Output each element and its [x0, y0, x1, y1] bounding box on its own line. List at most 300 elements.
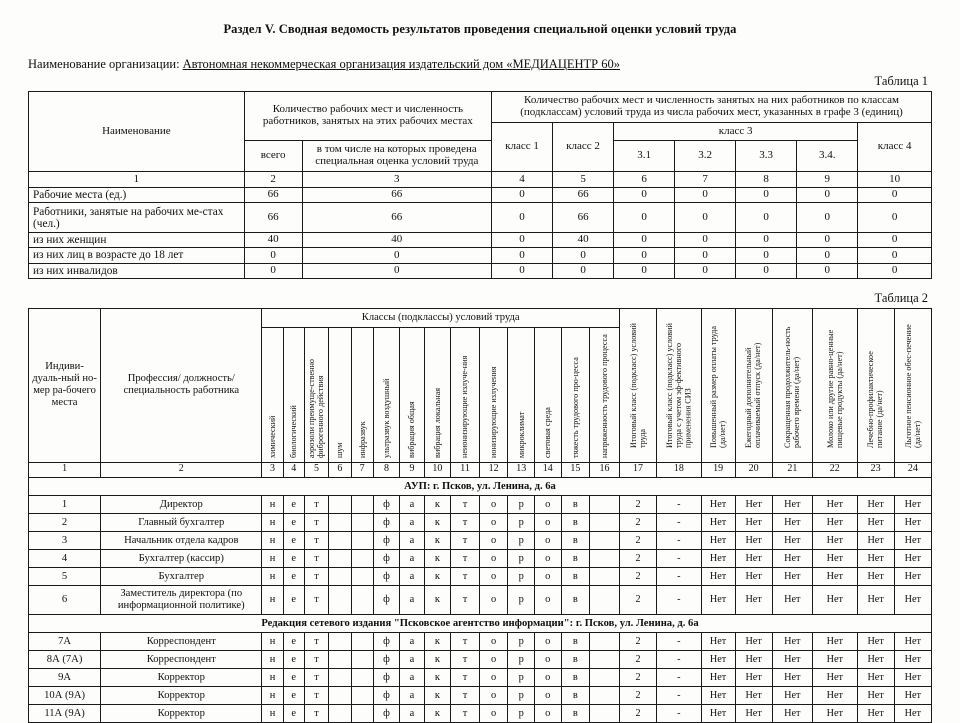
t2-result-cell: Нет: [813, 513, 858, 531]
t2-result-cell: -: [657, 567, 702, 585]
t2-result-cell: Нет: [813, 686, 858, 704]
t1-cell: 0: [614, 248, 675, 263]
t2-header-reduced-hours: Сокращенная продолжитель-ность рабочего времени (да/нет): [772, 308, 812, 462]
t1-row-label: из них лиц в возрасте до 18 лет: [29, 248, 245, 263]
t2-header-factor-nonionizing: неионизирующие излуче-ния: [451, 327, 480, 462]
t2-factor-cell: о: [479, 650, 508, 668]
t2-result-cell: 2: [619, 549, 656, 567]
t1-cell: 0: [858, 263, 932, 278]
t2-factor-cell: а: [400, 632, 424, 650]
t2-factor-cell: в: [561, 513, 590, 531]
t2-factor-cell: е: [283, 686, 304, 704]
t2-result-cell: Нет: [813, 531, 858, 549]
t2-factor-cell-empty: [351, 495, 373, 513]
t2-result-cell: 2: [619, 686, 656, 704]
t1-cell: 0: [244, 263, 302, 278]
t2-header-milk: Молоко или другие равно-ценные пищевые продукты (да/нет): [813, 308, 858, 462]
t2-result-cell: Нет: [735, 650, 772, 668]
t2-result-cell: 2: [619, 495, 656, 513]
t2-result-cell: Нет: [701, 495, 735, 513]
t2-factor-cell: а: [400, 704, 424, 722]
t2-profession: Главный бухгалтер: [101, 513, 262, 531]
t2-factor-cell: ф: [373, 585, 400, 614]
t2-result-cell: Нет: [813, 549, 858, 567]
t2-profession: Корреспондент: [101, 650, 262, 668]
t2-result-cell: Нет: [857, 704, 894, 722]
t1-cell: 0: [553, 263, 614, 278]
t2-result-cell: -: [657, 650, 702, 668]
t2-section-header: [29, 614, 932, 632]
t1-cell: 0: [736, 203, 797, 233]
t1-cell: 0: [736, 233, 797, 248]
t1-cell: 0: [614, 233, 675, 248]
workplace-table-2: [28, 308, 932, 723]
t2-result-cell: 2: [619, 704, 656, 722]
t2-section-title: АУП: г. Псков, ул. Ленина, д. 6а: [29, 477, 932, 495]
t2-header-factor-chemical: химический: [262, 327, 283, 462]
t1-cell: 66: [302, 188, 491, 203]
t2-workplace-number: 9А: [29, 668, 101, 686]
t2-result-cell: Нет: [813, 567, 858, 585]
t2-header-factor-infrasound: инфразвук: [351, 327, 373, 462]
t2-result-cell: Нет: [894, 531, 931, 549]
t2-factor-cell: т: [451, 567, 480, 585]
t2-profession: Бухгалтер (кассир): [101, 549, 262, 567]
t1-cell: 0: [736, 188, 797, 203]
t2-header-factor-biological: биологический: [283, 327, 304, 462]
t1-cell: 66: [553, 203, 614, 233]
t2-factor-cell: е: [283, 513, 304, 531]
t1-cell: 0: [302, 248, 491, 263]
t2-header-factor-ultrasound: ультразвук воздушный: [373, 327, 400, 462]
table-row: [29, 567, 932, 585]
t1-cell: 66: [302, 203, 491, 233]
t2-factor-cell: о: [534, 495, 561, 513]
t2-result-cell: -: [657, 585, 702, 614]
t2-factor-cell: а: [400, 531, 424, 549]
t2-factor-cell: ф: [373, 567, 400, 585]
t2-factor-cell: т: [304, 531, 328, 549]
t1-cell: 0: [797, 233, 858, 248]
t2-factor-cell: ф: [373, 531, 400, 549]
t1-header-class34: 3.4.: [797, 141, 858, 172]
t1-cell: 0: [675, 233, 736, 248]
t2-factor-cell: т: [451, 632, 480, 650]
t2-colnum: 3: [262, 462, 283, 477]
t2-factor-cell-empty: [351, 686, 373, 704]
t2-factor-cell: н: [262, 650, 283, 668]
t2-workplace-number: 1: [29, 495, 101, 513]
t2-factor-cell-empty: [590, 668, 620, 686]
t2-factor-cell: т: [304, 567, 328, 585]
t2-result-cell: Нет: [735, 632, 772, 650]
table-row: [29, 203, 932, 233]
t2-section-header: [29, 477, 932, 495]
t1-colnum: 4: [492, 172, 553, 188]
t2-factor-cell: о: [479, 686, 508, 704]
t2-factor-cell: т: [304, 549, 328, 567]
t1-colnum: 2: [244, 172, 302, 188]
table-row: [29, 686, 932, 704]
t1-cell: 0: [858, 203, 932, 233]
t2-factor-cell: н: [262, 513, 283, 531]
t2-result-cell: Нет: [894, 585, 931, 614]
t2-result-cell: Нет: [701, 549, 735, 567]
t1-row-label: Работники, занятые на рабочих ме-стах (чел.): [29, 203, 245, 233]
t2-result-cell: Нет: [813, 495, 858, 513]
t2-colnum: 23: [857, 462, 894, 477]
t2-result-cell: Нет: [772, 650, 812, 668]
t2-profession: Начальник отдела кадров: [101, 531, 262, 549]
t2-header-factor-light: световая среда: [534, 327, 561, 462]
t2-colnum: 21: [772, 462, 812, 477]
t2-result-cell: 2: [619, 632, 656, 650]
t1-cell: 0: [858, 233, 932, 248]
t1-cell: 0: [858, 248, 932, 263]
t2-colnum: 13: [508, 462, 535, 477]
t2-result-cell: Нет: [894, 513, 931, 531]
t2-factor-cell: т: [451, 513, 480, 531]
t1-header-assessed: в том числе на которых проведена специальная оценка условий труда: [302, 141, 491, 172]
t2-result-cell: 2: [619, 650, 656, 668]
t2-result-cell: Нет: [857, 549, 894, 567]
t2-factor-cell-empty: [590, 549, 620, 567]
t2-colnum: 22: [813, 462, 858, 477]
t2-factor-cell: о: [534, 585, 561, 614]
t2-factor-cell: о: [479, 668, 508, 686]
t2-result-cell: Нет: [701, 704, 735, 722]
t2-factor-cell: н: [262, 549, 283, 567]
t2-factor-cell-empty: [590, 632, 620, 650]
t2-factor-cell: ф: [373, 495, 400, 513]
t2-factor-cell: р: [508, 686, 535, 704]
t2-factor-cell: т: [304, 668, 328, 686]
t1-cell: 0: [302, 263, 491, 278]
t1-header-count-group: Количество рабочих мест и численность работников, занятых на этих рабочих местах: [244, 92, 491, 141]
t2-profession: Бухгалтер: [101, 567, 262, 585]
t2-header-factor-severity: тяжесть трудового про-цесса: [561, 327, 590, 462]
t2-factor-cell: р: [508, 668, 535, 686]
t2-factor-cell-empty: [351, 585, 373, 614]
t1-cell: 40: [553, 233, 614, 248]
table-row: [29, 650, 932, 668]
t2-result-cell: -: [657, 704, 702, 722]
t2-factor-cell: н: [262, 495, 283, 513]
table2-caption: Таблица 2: [874, 290, 928, 305]
t2-result-cell: Нет: [735, 686, 772, 704]
t1-cell: 66: [553, 188, 614, 203]
t1-cell: 0: [675, 248, 736, 263]
t1-cell: 0: [797, 248, 858, 263]
t1-header-class32: 3.2: [675, 141, 736, 172]
t1-colnum: 9: [797, 172, 858, 188]
t2-result-cell: Нет: [813, 632, 858, 650]
t1-cell: 0: [675, 188, 736, 203]
t2-factor-cell-empty: [329, 704, 351, 722]
table-row: [29, 585, 932, 614]
t2-factor-cell: а: [400, 668, 424, 686]
t2-factor-cell: к: [424, 632, 451, 650]
t1-cell: 0: [492, 248, 553, 263]
table-row: [29, 632, 932, 650]
t2-factor-cell: к: [424, 549, 451, 567]
t2-factor-cell-empty: [329, 632, 351, 650]
t2-factor-cell: т: [451, 585, 480, 614]
t2-factor-cell: н: [262, 632, 283, 650]
t2-colnum: 8: [373, 462, 400, 477]
t2-colnum: 9: [400, 462, 424, 477]
t2-factor-cell: ф: [373, 704, 400, 722]
t2-factor-cell: р: [508, 585, 535, 614]
t2-factor-cell: ф: [373, 549, 400, 567]
t2-factor-cell: ф: [373, 632, 400, 650]
t2-factor-cell: а: [400, 567, 424, 585]
t2-factor-cell: е: [283, 632, 304, 650]
t2-header-therapeutic-food: Лечебно-профилактическое питание (да/нет): [857, 308, 894, 462]
t2-colnum: 4: [283, 462, 304, 477]
t2-factor-cell: о: [479, 495, 508, 513]
t2-factor-cell: к: [424, 668, 451, 686]
t2-factor-cell-empty: [351, 549, 373, 567]
t2-result-cell: Нет: [772, 686, 812, 704]
t2-result-cell: 2: [619, 531, 656, 549]
t1-cell: 0: [736, 263, 797, 278]
t2-factor-cell-empty: [329, 549, 351, 567]
t2-factor-cell: о: [534, 513, 561, 531]
t2-workplace-number: 7А: [29, 632, 101, 650]
t2-factor-cell: е: [283, 567, 304, 585]
t2-profession: Заместитель директора (по информационной политике): [101, 585, 262, 614]
t2-factor-cell: ф: [373, 650, 400, 668]
t2-factor-cell-empty: [351, 650, 373, 668]
t2-factor-cell: о: [479, 549, 508, 567]
t1-cell: 0: [492, 233, 553, 248]
t2-factor-cell: т: [451, 668, 480, 686]
t2-factor-cell: в: [561, 585, 590, 614]
t2-factor-cell: в: [561, 686, 590, 704]
t2-factor-cell: к: [424, 513, 451, 531]
t2-colnum: 6: [329, 462, 351, 477]
t2-factor-cell: о: [534, 686, 561, 704]
t1-cell: 0: [797, 203, 858, 233]
t2-factor-cell: в: [561, 567, 590, 585]
t2-header-factor-intensity: напряженность трудового процесса: [590, 327, 620, 462]
t2-factor-cell: р: [508, 632, 535, 650]
t1-cell: 0: [858, 188, 932, 203]
t2-result-cell: Нет: [894, 495, 931, 513]
t1-header-class2: класс 2: [553, 123, 614, 172]
t2-result-cell: Нет: [857, 686, 894, 704]
t2-profession: Корректор: [101, 686, 262, 704]
t1-row-label: из них женщин: [29, 233, 245, 248]
t2-result-cell: Нет: [857, 567, 894, 585]
t1-cell: 0: [675, 263, 736, 278]
t2-factor-cell: ф: [373, 686, 400, 704]
t2-factor-cell: е: [283, 585, 304, 614]
t2-result-cell: Нет: [701, 686, 735, 704]
t2-factor-cell: ф: [373, 513, 400, 531]
t2-factor-cell: т: [304, 704, 328, 722]
t2-result-cell: Нет: [813, 585, 858, 614]
t1-colnum: 3: [302, 172, 491, 188]
t1-header-name: Наименование: [29, 92, 245, 172]
t2-result-cell: Нет: [894, 650, 931, 668]
t1-cell: 0: [492, 188, 553, 203]
t1-header-class3: класс 3: [614, 123, 858, 141]
t2-result-cell: Нет: [772, 495, 812, 513]
t2-factor-cell-empty: [351, 632, 373, 650]
t2-result-cell: Нет: [701, 668, 735, 686]
t2-result-cell: Нет: [701, 585, 735, 614]
t2-result-cell: Нет: [894, 704, 931, 722]
t2-factor-cell: в: [561, 650, 590, 668]
t2-result-cell: Нет: [772, 549, 812, 567]
t2-header-factor-aerosols: аэрозоли преимуще-ственно фиброгенного действия: [304, 327, 328, 462]
t2-header-final-class-ppe: Итоговый класс (подкласс) условий труда с учетом эф-фективного применения СИЗ: [657, 308, 702, 462]
t2-result-cell: -: [657, 513, 702, 531]
t2-profession: Корректор: [101, 704, 262, 722]
t2-factor-cell-empty: [329, 650, 351, 668]
t2-factor-cell: н: [262, 668, 283, 686]
t2-result-cell: 2: [619, 585, 656, 614]
t1-cell: 0: [797, 263, 858, 278]
t2-header-profession: Профессия/ должность/ специальность работника: [101, 308, 262, 462]
t2-profession: Корректор: [101, 668, 262, 686]
t2-result-cell: 2: [619, 668, 656, 686]
t2-result-cell: Нет: [735, 495, 772, 513]
t2-factor-cell: в: [561, 495, 590, 513]
t2-factor-cell: р: [508, 650, 535, 668]
t2-result-cell: Нет: [813, 650, 858, 668]
t2-workplace-number: 10А (9А): [29, 686, 101, 704]
t2-factor-cell: о: [479, 513, 508, 531]
t1-cell: 0: [492, 203, 553, 233]
t2-result-cell: Нет: [701, 632, 735, 650]
organization-name: Автономная некоммерческая организация издательский дом «МЕДИАЦЕНТР 60»: [182, 57, 620, 71]
t2-factor-cell: р: [508, 495, 535, 513]
t2-factor-cell: о: [479, 531, 508, 549]
t1-cell: 0: [553, 248, 614, 263]
t2-result-cell: -: [657, 668, 702, 686]
t2-header-additional-leave: Ежегодный дополнительный оплачиваемый отпуск (да/нет): [735, 308, 772, 462]
t2-factor-cell: т: [451, 531, 480, 549]
t2-factor-cell: н: [262, 585, 283, 614]
table-row: [29, 668, 932, 686]
t2-factor-cell: р: [508, 531, 535, 549]
t2-column-numbers-row: [29, 462, 932, 477]
t1-colnum: 10: [858, 172, 932, 188]
t2-result-cell: Нет: [735, 567, 772, 585]
t2-factor-cell-empty: [329, 686, 351, 704]
t2-header-factor-vibration-local: вибрация локальная: [424, 327, 451, 462]
t2-header-classes-group: Классы (подклассы) условий труда: [262, 308, 620, 327]
t2-factor-cell-empty: [329, 495, 351, 513]
t2-result-cell: Нет: [735, 549, 772, 567]
t2-colnum: 16: [590, 462, 620, 477]
summary-table-1: [28, 91, 932, 279]
t2-result-cell: -: [657, 495, 702, 513]
t2-result-cell: -: [657, 686, 702, 704]
t1-cell: 0: [675, 203, 736, 233]
t2-colnum: 15: [561, 462, 590, 477]
t2-factor-cell-empty: [590, 704, 620, 722]
t2-factor-cell: о: [534, 650, 561, 668]
t2-factor-cell: к: [424, 495, 451, 513]
t2-result-cell: Нет: [772, 567, 812, 585]
table-row: [29, 531, 932, 549]
t1-cell: 40: [302, 233, 491, 248]
t1-colnum: 1: [29, 172, 245, 188]
t2-factor-cell: р: [508, 549, 535, 567]
t1-colnum: 5: [553, 172, 614, 188]
t2-factor-cell: в: [561, 704, 590, 722]
t2-colnum: 24: [894, 462, 931, 477]
t2-result-cell: -: [657, 549, 702, 567]
t2-workplace-number: 6: [29, 585, 101, 614]
t2-header-workplace-number: Индиви-дуаль-ный но-мер ра-бочего места: [29, 308, 101, 462]
t2-workplace-number: 2: [29, 513, 101, 531]
t1-header-class1: класс 1: [492, 123, 553, 172]
t2-workplace-number: 5: [29, 567, 101, 585]
t1-colnum: 8: [736, 172, 797, 188]
t2-factor-cell-empty: [351, 704, 373, 722]
t2-factor-cell: к: [424, 567, 451, 585]
t1-header-classes-group: Количество рабочих мест и численность занятых на них работников по классам (подклассам) условий труда из числа рабочих мест, указанных в графе 3 (единиц): [492, 92, 932, 123]
t2-group-header-row: [29, 308, 932, 327]
t2-result-cell: Нет: [894, 668, 931, 686]
table1-caption: Таблица 1: [874, 74, 928, 88]
t2-result-cell: Нет: [857, 632, 894, 650]
t2-factor-cell: а: [400, 585, 424, 614]
t2-factor-cell-empty: [351, 668, 373, 686]
t2-factor-cell: т: [304, 585, 328, 614]
t2-factor-cell: к: [424, 686, 451, 704]
t1-colnum: 6: [614, 172, 675, 188]
table-row: [29, 704, 932, 722]
t2-result-cell: Нет: [772, 531, 812, 549]
t2-factor-cell: о: [479, 704, 508, 722]
t2-factor-cell: е: [283, 549, 304, 567]
t2-result-cell: Нет: [735, 668, 772, 686]
t2-colnum: 14: [534, 462, 561, 477]
t2-factor-cell-empty: [590, 567, 620, 585]
t1-cell: 0: [614, 263, 675, 278]
t2-factor-cell: е: [283, 704, 304, 722]
t2-factor-cell: к: [424, 531, 451, 549]
t2-factor-cell: т: [304, 632, 328, 650]
t2-result-cell: Нет: [857, 495, 894, 513]
t2-result-cell: Нет: [894, 567, 931, 585]
t2-factor-cell: о: [479, 567, 508, 585]
t2-header-factor-vibration-general: вибрация общая: [400, 327, 424, 462]
organization-line: [28, 57, 960, 72]
t2-factor-cell: р: [508, 513, 535, 531]
t2-workplace-number: 3: [29, 531, 101, 549]
t1-cell: 66: [244, 188, 302, 203]
t2-factor-cell: а: [400, 549, 424, 567]
t2-factor-cell-empty: [329, 585, 351, 614]
t2-workplace-number: 11А (9А): [29, 704, 101, 722]
t2-factor-cell-empty: [590, 650, 620, 668]
t2-factor-cell: н: [262, 567, 283, 585]
t1-header-class33: 3.3: [736, 141, 797, 172]
table-row: [29, 549, 932, 567]
t2-result-cell: Нет: [701, 650, 735, 668]
t2-colnum: 1: [29, 462, 101, 477]
table-row: [29, 513, 932, 531]
t2-header-pension: Льготное пенсионное обес-печение (да/нет): [894, 308, 931, 462]
t2-colnum: 5: [304, 462, 328, 477]
